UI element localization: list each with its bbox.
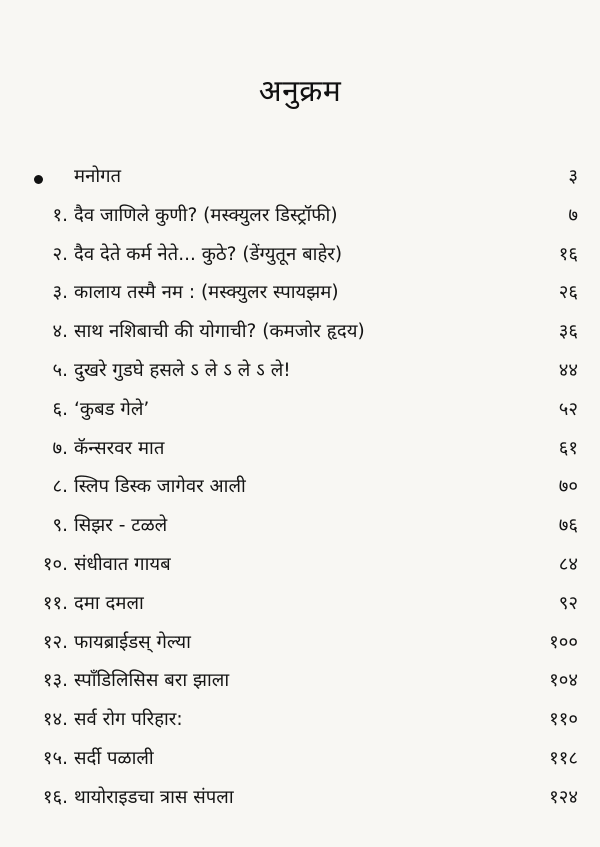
toc-entry bbox=[0, 158, 600, 197]
toc-entry bbox=[0, 662, 600, 701]
toc-entry-title: संधीवात गायब bbox=[74, 553, 171, 575]
toc-entry-number: ८. bbox=[52, 476, 68, 498]
toc-entry-page-number: ११० bbox=[549, 709, 578, 731]
toc-entry-page-number: ४४ bbox=[558, 359, 578, 381]
toc-entry-number: ६. bbox=[52, 398, 68, 420]
toc-entry bbox=[0, 546, 600, 585]
toc-entry-title: साथ नशिबाची की योगाची? (कमजोर हृदय) bbox=[74, 321, 365, 343]
toc-entry bbox=[0, 313, 600, 352]
toc-entry-page-number: ७६ bbox=[558, 515, 578, 537]
toc-entry-page-number: १०० bbox=[549, 631, 578, 653]
toc-entry-title: दमा दमला bbox=[74, 592, 144, 614]
toc-entry bbox=[0, 352, 600, 391]
toc-entry bbox=[0, 507, 600, 546]
toc-entry-title: फायब्राईडस् गेल्या bbox=[74, 631, 191, 653]
toc-entry-page-number: १२४ bbox=[549, 786, 578, 808]
toc-entry bbox=[0, 701, 600, 740]
toc-entry-title: सर्व रोग परिहार: bbox=[74, 709, 183, 731]
toc-entry bbox=[0, 624, 600, 663]
toc-entry bbox=[0, 274, 600, 313]
toc-entry-title: सर्दी पळाली bbox=[74, 747, 154, 769]
toc-entry-number: १६. bbox=[42, 786, 68, 808]
toc-entry-number: ११. bbox=[42, 592, 68, 614]
toc-entry bbox=[0, 391, 600, 430]
toc-entry bbox=[0, 585, 600, 624]
toc-entry-number: १२. bbox=[42, 631, 68, 653]
toc-entry-title: दुखरे गुडघे हसले ऽ ले ऽ ले ऽ ले! bbox=[74, 359, 291, 381]
toc-entry-number: ५. bbox=[52, 359, 68, 381]
toc-entry-page-number: ७ bbox=[568, 204, 578, 226]
toc-entry-page-number: ३ bbox=[568, 166, 578, 187]
toc-entry bbox=[0, 236, 600, 275]
toc-entry-number: १५. bbox=[42, 747, 68, 769]
toc-entry-number: ९. bbox=[52, 515, 68, 537]
toc-entry-number: ७. bbox=[52, 437, 68, 459]
toc-entry-title: दैव देते कर्म नेते... कुठे? (डेंग्युतून बाहेर) bbox=[74, 243, 343, 265]
table-of-contents bbox=[0, 158, 600, 818]
toc-entry-page-number: ७० bbox=[558, 476, 578, 498]
toc-entry-title: कालाय तस्मै नम : (मस्क्युलर स्पायझम) bbox=[74, 282, 339, 304]
toc-entry-title: थायोराइडचा त्रास संपला bbox=[74, 786, 234, 808]
toc-entry-page-number: २६ bbox=[558, 282, 578, 304]
toc-entry-page-number: ८४ bbox=[558, 553, 578, 575]
toc-entry-title: सिझर - टळले bbox=[74, 515, 168, 537]
toc-entry-number: २. bbox=[52, 243, 68, 265]
toc-entry-page-number: ११८ bbox=[549, 747, 578, 769]
toc-entry-number: १३. bbox=[42, 670, 68, 692]
toc-entry bbox=[0, 197, 600, 236]
toc-entry-title: दैव जाणिले कुणी? (मस्क्युलर डिस्ट्रॉफी) bbox=[74, 204, 338, 226]
toc-entry-number: १. bbox=[52, 204, 68, 226]
toc-entry-number: १४. bbox=[42, 709, 68, 731]
toc-entry-title: स्लिप डिस्क जागेवर आली bbox=[74, 476, 246, 498]
toc-entry-page-number: ९२ bbox=[558, 592, 578, 614]
toc-entry-page-number: ५२ bbox=[558, 398, 578, 420]
toc-entry bbox=[0, 430, 600, 469]
toc-entry bbox=[0, 468, 600, 507]
toc-entry-page-number: १६ bbox=[558, 243, 578, 265]
toc-entry-title: ‘कुबड गेले’ bbox=[74, 398, 150, 420]
bullet-icon bbox=[34, 175, 43, 184]
toc-entry-page-number: १०४ bbox=[549, 670, 578, 692]
toc-entry-title: मनोगत bbox=[74, 166, 122, 187]
toc-entry-page-number: ६१ bbox=[558, 437, 578, 459]
toc-entry bbox=[0, 740, 600, 779]
toc-entry-page-number: ३६ bbox=[558, 321, 578, 343]
toc-entry-number: १०. bbox=[42, 553, 68, 575]
toc-entry-number: ४. bbox=[52, 321, 68, 343]
toc-entry-number: ३. bbox=[52, 282, 68, 304]
toc-entry bbox=[0, 779, 600, 818]
toc-entry-title: स्पाँडिलिसिस बरा झाला bbox=[74, 670, 230, 692]
page-title: अनुक्रम bbox=[258, 74, 342, 110]
toc-entry-title: कॅन्सरवर मात bbox=[74, 437, 165, 459]
